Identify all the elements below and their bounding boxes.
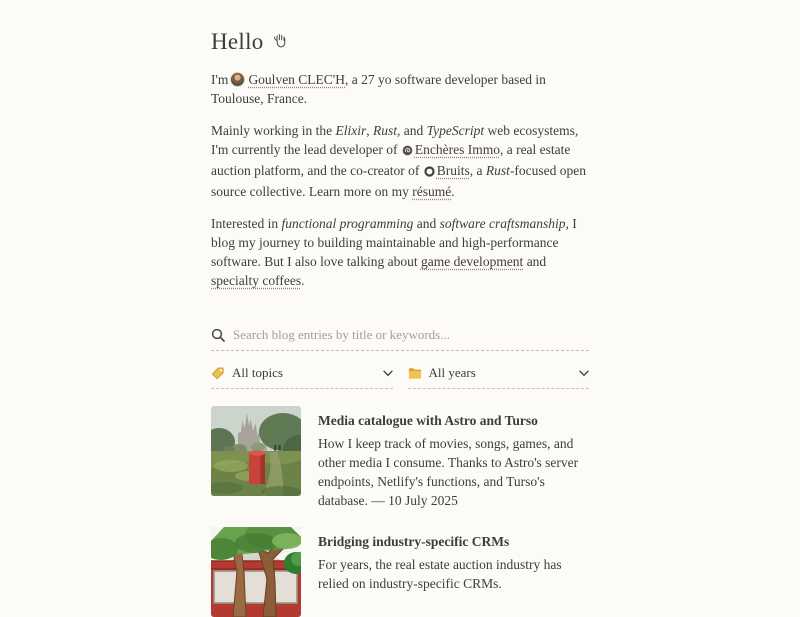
search-bar: [211, 327, 589, 351]
resume-link[interactable]: résumé: [412, 184, 452, 199]
specialty-coffees-link[interactable]: specialty coffees: [211, 273, 302, 288]
search-icon: [211, 328, 225, 342]
blog-post-card[interactable]: [211, 527, 589, 617]
author-link[interactable]: Goulven CLEC'H: [248, 72, 345, 87]
topics-select[interactable]: [211, 365, 393, 389]
encheres-immo-favicon-icon: [402, 142, 413, 161]
years-select-value: All years: [428, 365, 476, 380]
post-description: For years, the real estate auction industry has relied on industry-specific CRMs.: [318, 557, 562, 591]
rust-keyword: Rust: [373, 123, 398, 138]
post-description: How I keep track of movies, songs, games, and other media I consume. Thanks to Astro's server endpoints, Netlify's functions, and Turso's database. — 10 July 2025: [318, 436, 579, 508]
search-input[interactable]: [233, 327, 589, 343]
tag-icon: [211, 366, 225, 380]
post-title[interactable]: Bridging industry-specific CRMs: [318, 534, 510, 549]
bruits-favicon-icon: [424, 163, 435, 182]
post-thumbnail-garden-painting[interactable]: [211, 406, 301, 496]
blog-home-page: [211, 0, 589, 617]
years-select[interactable]: [408, 365, 590, 389]
blog-post-card[interactable]: [211, 406, 589, 510]
page-title: [211, 29, 589, 55]
post-title[interactable]: Media catalogue with Astro and Turso: [318, 413, 538, 428]
waving-hand-icon: [272, 29, 288, 55]
avatar: [230, 72, 245, 87]
topics-select-value: All topics: [232, 365, 283, 380]
functional-programming-keyword: functional programming: [281, 216, 414, 231]
greeting-text: Hello: [211, 29, 264, 54]
chevron-down-icon: [579, 370, 589, 377]
folder-icon: [408, 367, 422, 380]
typescript-keyword: TypeScript: [426, 123, 485, 138]
filter-row: [211, 365, 589, 389]
game-development-link[interactable]: game development: [420, 254, 524, 269]
work-paragraph: Mainly working in the Elixir, Rust, and TypeScript web ecosystems, I'm currently the lead developer of Enchères Immo, a real estate auction platform, and the co-creator of Bruits, a Rust-focused open source collective. Learn more on my résumé.: [211, 123, 587, 199]
elixir-keyword: Elixir: [335, 123, 367, 138]
bruits-link[interactable]: Bruits: [436, 163, 470, 178]
rust-keyword: Rust: [485, 163, 510, 178]
encheres-immo-link[interactable]: Enchères Immo: [414, 142, 500, 157]
chevron-down-icon: [383, 370, 393, 377]
software-craftsmanship-keyword: software craftsmanship: [439, 216, 566, 231]
post-thumbnail-barn-watercolor[interactable]: [211, 527, 301, 617]
intro-paragraph: I'm Goulven CLEC'H, a 27 yo software developer based in Toulouse, France.: [211, 72, 546, 106]
interests-paragraph: Interested in functional programming and software craftsmanship, I blog my journey to building maintainable and high-performance software. But I also love talking about game development and specialty coffees.: [211, 216, 577, 288]
